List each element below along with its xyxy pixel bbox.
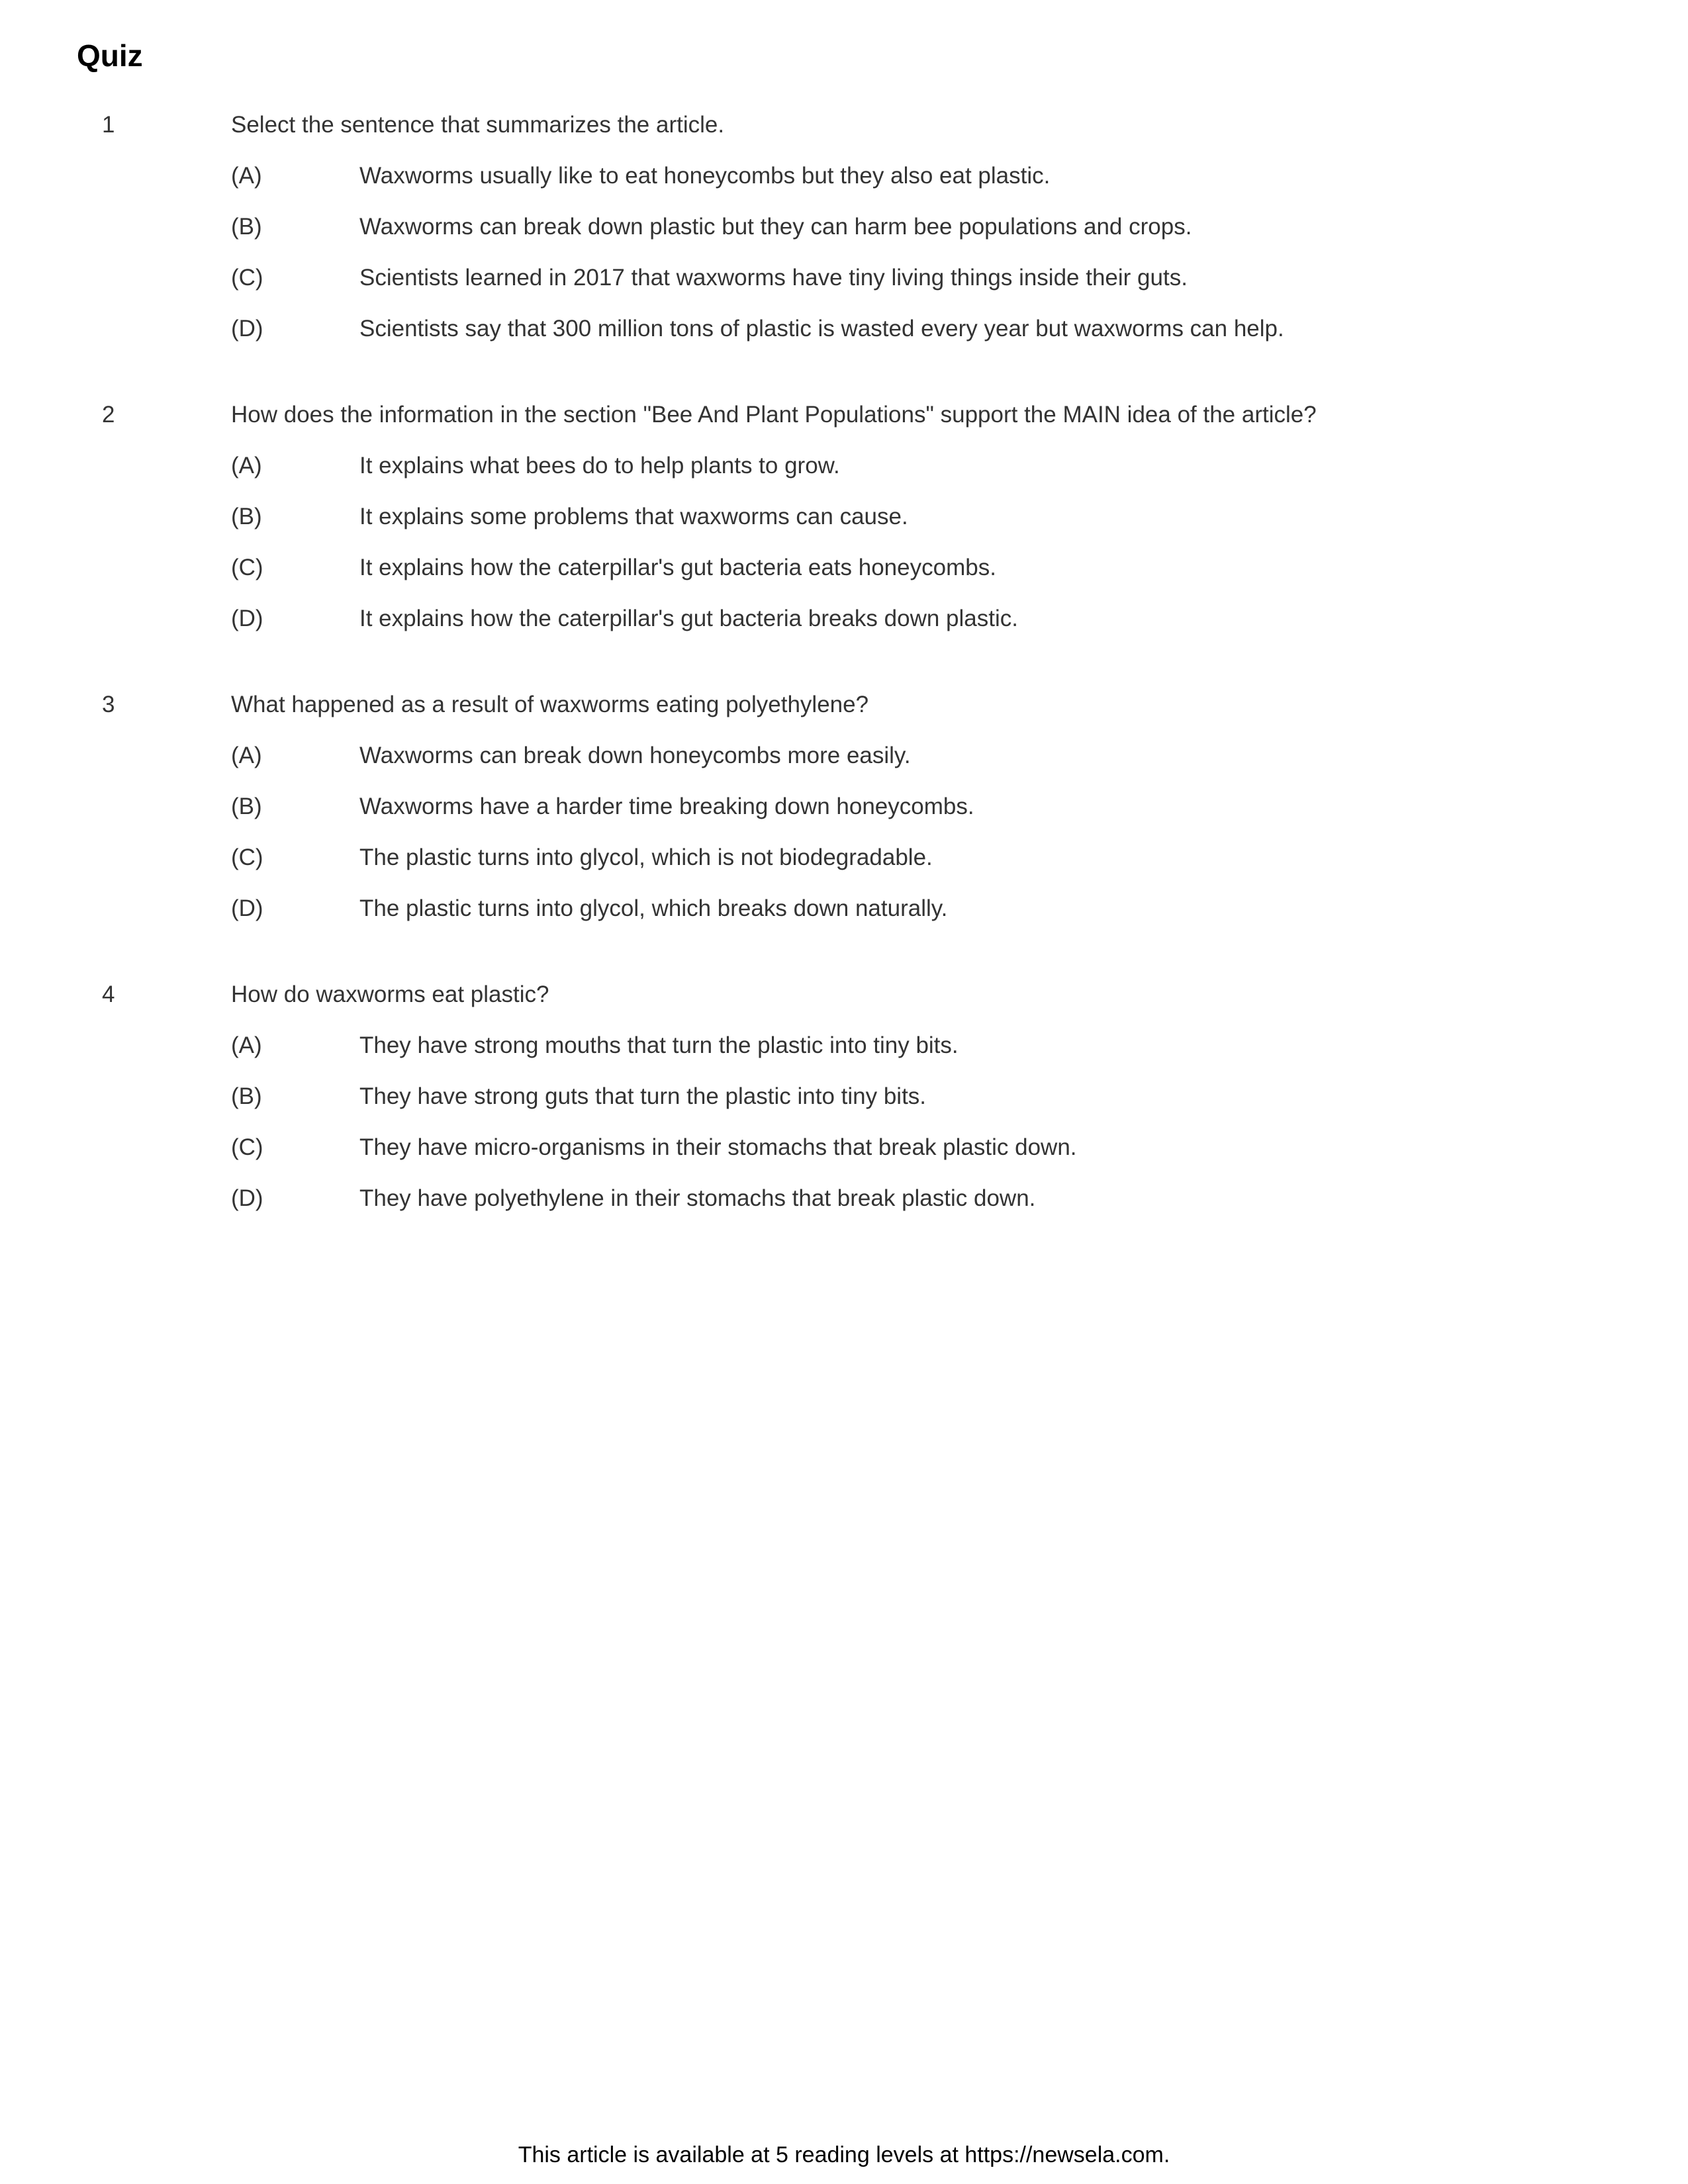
option-letter: (B): [231, 1083, 262, 1109]
question-4: [0, 979, 1688, 1269]
option-letter: (A): [231, 1032, 262, 1058]
option-letter: (D): [231, 606, 263, 631]
option-letter: (A): [231, 163, 262, 189]
option-text: The plastic turns into glycol, which breaks down naturally.: [359, 895, 948, 921]
footer-note: This article is available at 5 reading levels at https://newsela.com.: [518, 2142, 1170, 2167]
answer-option-a[interactable]: [0, 741, 1688, 771]
option-text: It explains some problems that waxworms can cause.: [359, 504, 908, 529]
option-letter: (B): [231, 794, 262, 819]
question-list: [0, 110, 1688, 1269]
option-text: It explains what bees do to help plants to grow.: [359, 453, 840, 478]
option-letter: (A): [231, 453, 262, 478]
answer-option-b[interactable]: [0, 1081, 1688, 1112]
answer-option-d[interactable]: [0, 1183, 1688, 1214]
answer-option-d[interactable]: [0, 604, 1688, 634]
question-number: 3: [102, 692, 115, 717]
answer-option-c[interactable]: [0, 842, 1688, 873]
option-letter: (C): [231, 555, 263, 580]
option-letter: (C): [231, 1134, 263, 1160]
answer-option-d[interactable]: [0, 893, 1688, 924]
option-letter: (D): [231, 895, 263, 921]
answer-option-b[interactable]: [0, 502, 1688, 532]
option-text: Waxworms can break down honeycombs more easily.: [359, 743, 911, 768]
question-text: How does the information in the section "Bee And Plant Populations" support the MAIN idea of the article?: [231, 402, 1317, 428]
option-text: It explains how the caterpillar's gut bacteria eats honeycombs.: [359, 555, 996, 580]
answer-option-a[interactable]: [0, 451, 1688, 481]
option-text: They have micro-organisms in their stomachs that break plastic down.: [359, 1134, 1077, 1160]
option-text: Waxworms have a harder time breaking down honeycombs.: [359, 794, 974, 819]
option-letter: (B): [231, 504, 262, 529]
answer-option-c[interactable]: [0, 553, 1688, 583]
option-text: Scientists learned in 2017 that waxworms have tiny living things inside their guts.: [359, 265, 1188, 291]
answer-option-c[interactable]: [0, 1132, 1688, 1163]
option-letter: (C): [231, 265, 263, 291]
answer-option-d[interactable]: [0, 314, 1688, 344]
option-text: Waxworms usually like to eat honeycombs but they also eat plastic.: [359, 163, 1051, 189]
option-text: Waxworms can break down plastic but they can harm bee populations and crops.: [359, 214, 1192, 240]
page-title: Quiz: [77, 38, 143, 73]
question-text: How do waxworms eat plastic?: [231, 981, 549, 1007]
option-letter: (D): [231, 1185, 263, 1211]
answer-option-c[interactable]: [0, 263, 1688, 293]
option-text: It explains how the caterpillar's gut bacteria breaks down plastic.: [359, 606, 1018, 631]
answer-option-a[interactable]: [0, 1030, 1688, 1061]
option-text: They have polyethylene in their stomachs that break plastic down.: [359, 1185, 1036, 1211]
option-letter: (C): [231, 844, 263, 870]
option-text: Scientists say that 300 million tons of plastic is wasted every year but waxworms can help.: [359, 316, 1284, 341]
question-text: Select the sentence that summarizes the article.: [231, 112, 725, 138]
question-2: [0, 400, 1688, 690]
question-1: [0, 110, 1688, 400]
option-letter: (D): [231, 316, 263, 341]
question-number: 2: [102, 402, 115, 428]
option-letter: (A): [231, 743, 262, 768]
question-number: 1: [102, 112, 115, 138]
option-text: They have strong guts that turn the plastic into tiny bits.: [359, 1083, 927, 1109]
answer-option-b[interactable]: [0, 212, 1688, 242]
answer-option-a[interactable]: [0, 161, 1688, 191]
option-text: They have strong mouths that turn the plastic into tiny bits.: [359, 1032, 959, 1058]
question-number: 4: [102, 981, 115, 1007]
option-letter: (B): [231, 214, 262, 240]
option-text: The plastic turns into glycol, which is not biodegradable.: [359, 844, 933, 870]
question-3: [0, 690, 1688, 979]
answer-option-b[interactable]: [0, 792, 1688, 822]
question-text: What happened as a result of waxworms eating polyethylene?: [231, 692, 869, 717]
